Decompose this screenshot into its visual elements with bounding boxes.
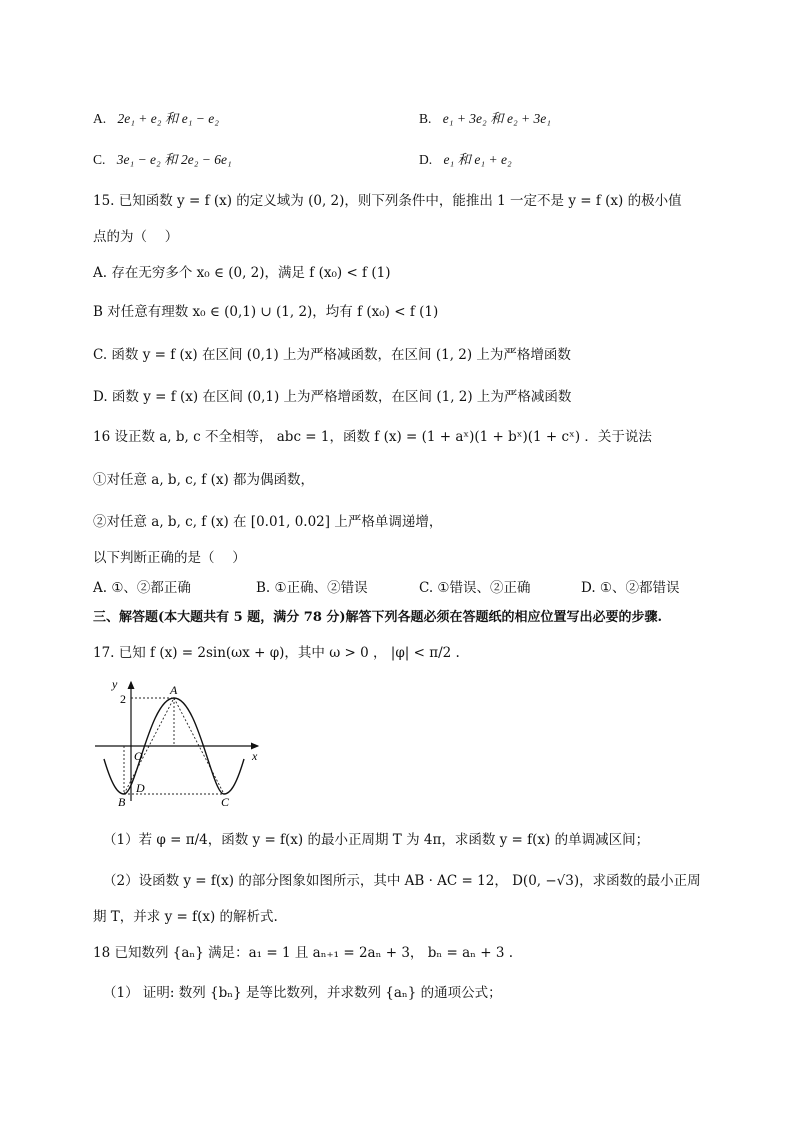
q14-option-b-label: B.	[419, 111, 432, 126]
q16-claim1: ①对任意 a, b, c, f (x) 都为偶函数，	[93, 472, 315, 488]
q15-option-c: C. 函数 y = f (x) 在区间 (0,1) 上为严格减函数，在区间 (1, 2) 上为严格增函数	[93, 347, 571, 363]
q17-part2-line2: 期 T，并求 y = f(x) 的解析式.	[93, 909, 278, 925]
q14-option-a-math: 2e₁ + e₂ 和 e₁ − e₂	[117, 111, 219, 126]
q14-option-d-label: D.	[419, 152, 433, 167]
q15-option-a: A. 存在无穷多个 x₀ ∈ (0, 2)，满足 f (x₀) < f (1)	[93, 265, 391, 281]
q18-stem: 18 已知数列 {aₙ} 满足：a₁ = 1 且 aₙ₊₁ = 2aₙ + 3， bₙ = aₙ + 3 .	[93, 945, 514, 961]
q16-option-d: D. ①、②都错误	[581, 580, 680, 596]
q14-option-c-math: 3e₁ − e₂ 和 2e₂ − 6e₁	[116, 152, 232, 167]
y-tick-2: 2	[120, 692, 126, 706]
point-d-label: D	[136, 781, 145, 795]
q14-option-b	[419, 107, 551, 127]
q18-part1: （1） 证明: 数列 {bₙ} 是等比数列，并求数列 {aₙ} 的通项公式；	[103, 985, 502, 1001]
point-a-label: A	[170, 683, 178, 697]
y-axis-label: y	[112, 677, 118, 691]
section-3-heading: 三、解答题(本大题共有 5 题，满分 78 分)解答下列各题必须在答题纸的相应位置写出必要的步骤.	[93, 610, 663, 625]
q17-sine-graph	[90, 676, 270, 806]
q14-option-a-text: A.	[93, 111, 107, 126]
point-c-label: C	[221, 795, 230, 806]
q17-part1: （1）若 φ = π/4，函数 y = f(x) 的最小正周期 T 为 4π，求函数 y = f(x) 的单调减区间；	[103, 832, 650, 848]
q16-stem: 16 设正数 a, b, c 不全相等， abc = 1，函数 f (x) = (1 + aˣ)(1 + bˣ)(1 + cˣ) ．关于说法	[93, 429, 652, 445]
q14-option-d	[419, 148, 512, 168]
q14-option-a	[93, 107, 219, 127]
q14-option-b-math: e₁ + 3e₂ 和 e₂ + 3e₁	[442, 111, 551, 126]
q16-option-b: B. ①正确、②错误	[256, 580, 368, 596]
q17-part2-line1: （2）设函数 y = f(x) 的部分图象如图所示，其中 AB · AC = 12， D(0, −√3)，求函数的最小正周	[103, 873, 701, 889]
q15-stem-line2: 点的为（ ）	[93, 229, 179, 245]
q16-option-a: A. ①、②都正确	[93, 580, 191, 596]
q16-prompt: 以下判断正确的是（ ）	[93, 550, 246, 566]
q14-option-c-label: C.	[93, 152, 106, 167]
q16-option-c: C. ①错误、②正确	[419, 580, 531, 596]
q15-option-d: D. 函数 y = f (x) 在区间 (0,1) 上为严格增函数，在区间 (1, 2) 上为严格减函数	[93, 389, 572, 405]
q17-stem: 17. 已知 f (x) = 2sin(ωx + φ)，其中 ω > 0 ， |φ| < π/2 .	[93, 645, 460, 661]
q15-option-b: B 对任意有理数 x₀ ∈ (0,1) ∪ (1, 2)，均有 f (x₀) < f (1)	[93, 304, 439, 320]
x-axis-label: x	[252, 749, 258, 763]
point-b-label: B	[118, 795, 126, 806]
q14-option-c	[93, 148, 232, 168]
q15-stem-line1: 15. 已知函数 y = f (x) 的定义域为 (0, 2)，则下列条件中，能推出 1 一定不是 y = f (x) 的极小值	[93, 193, 682, 209]
origin-label: O	[134, 749, 143, 763]
q16-claim2: ②对任意 a, b, c, f (x) 在 [0.01, 0.02] 上严格单调递增，	[93, 514, 443, 530]
q14-option-d-math: e₁ 和 e₁ + e₂	[443, 152, 512, 167]
